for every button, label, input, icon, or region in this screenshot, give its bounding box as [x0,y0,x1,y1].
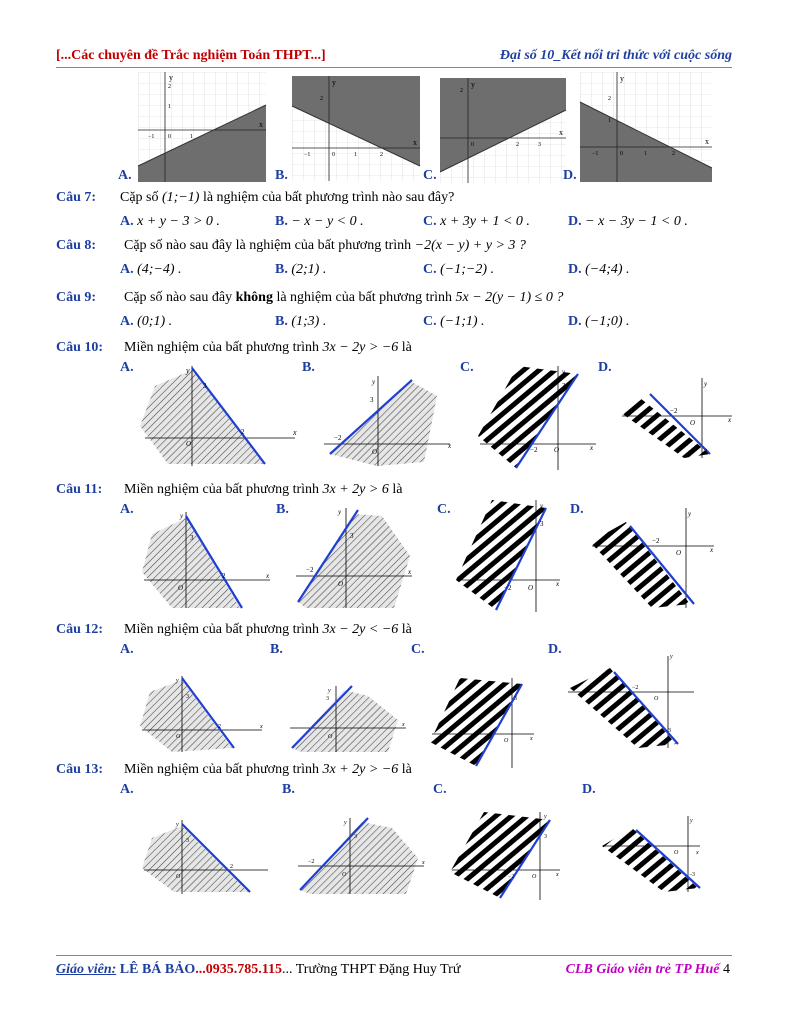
footer-role: Giáo viên: [56,962,117,977]
option-text: (0;1) . [137,314,173,329]
answer-option-b[interactable] [275,262,326,278]
answer-option-b[interactable]: B. [302,360,315,375]
axis-label-x: x [559,128,563,137]
answer-option-c[interactable]: C. [460,360,474,375]
tick-label: −2 [508,874,515,880]
question-text-post: là [401,622,412,637]
question-text [124,482,402,498]
tick-label: 1 [608,118,611,124]
answer-option-c[interactable] [423,262,494,278]
axis-label-x: x [402,722,405,728]
origin-label: O [504,738,509,744]
question-text [124,290,563,306]
question-text-post: là [392,482,403,497]
graph-q13-b [296,818,426,894]
top-graph-d [580,72,712,182]
tick-label: 0 [471,142,474,148]
tick-label: 3 [562,382,566,390]
tick-label: 1 [354,152,357,158]
axis-label-y: y [372,378,376,386]
graph-q11-d [590,508,716,608]
option-text: x + 3y + 1 < 0 . [440,214,530,229]
tick-label: −2 [530,446,538,454]
tick-label: −2 [480,738,487,744]
axis-label-y: y [562,368,566,376]
axis-label-y: y [688,510,692,518]
tick-label: 1 [168,104,171,110]
tick-label: 2 [380,152,383,158]
origin-label: O [342,872,347,878]
answer-option-a[interactable] [120,262,182,278]
question-expression: 3x + 2y > −6 [322,762,399,777]
tick-label: 3 [186,694,189,700]
axis-label-y: y [344,820,347,826]
option-label: C. [423,214,437,229]
question-number: Câu 7: [56,190,97,205]
option-text: (4;−4) . [137,262,182,277]
graph-q12-a [140,676,265,752]
tick-label: −2 [334,434,342,442]
tick-label: 2 [320,96,323,102]
footer-author [56,962,460,978]
option-text: (−1;1) . [440,314,485,329]
option-text: x + y − 3 > 0 . [137,214,220,229]
option-label: A. [120,262,134,277]
question-expression: −2(x − y) + y > 3 ? [414,238,526,253]
axis-label-y: y [544,814,547,820]
top-graph-b [292,76,420,181]
option-text: − x − y < 0 . [291,214,364,229]
graph-q11-c [456,500,564,612]
origin-label: O [338,580,344,588]
answer-option-b[interactable]: B. [276,502,289,517]
answer-option-a[interactable]: A. [120,502,134,517]
question-expression: 3x − 2y > −6 [322,340,399,355]
tick-label: 0 [620,151,623,157]
option-label: C. [423,314,437,329]
origin-label: O [554,446,560,454]
axis-label-y: y [332,78,336,87]
origin-label: O [528,584,534,592]
answer-option-c[interactable]: C. [411,642,425,657]
axis-label-x: x [696,850,699,856]
origin-label: O [178,584,184,592]
question-number: Câu 11: [56,482,103,497]
axis-label-y: y [180,512,184,520]
tick-label: −2 [308,859,315,865]
axis-label-x: x [530,736,533,742]
tick-label: 3 [203,382,207,390]
answer-option-c[interactable]: C. [437,502,451,517]
axis-label-x: x [590,444,594,452]
tick-label: 3 [538,142,541,148]
option-label: D. [568,262,582,277]
footer-phone: 0935.785.115 [205,962,282,977]
option-text: − x − 3y − 1 < 0 . [585,214,688,229]
tick-label: −2 [504,584,512,592]
tick-label: 3 [326,696,329,702]
tick-label: 2 [608,96,611,102]
axis-label-x: x [556,872,559,878]
tick-label: −1 [148,134,155,140]
option-label: D. [568,214,582,229]
graph-q10-c [478,366,598,470]
origin-label: O [674,850,679,856]
question-text-post: là [401,340,412,355]
axis-label-x: x [422,860,425,866]
page-number: 4 [723,962,730,977]
tick-label: 0 [168,134,171,140]
header-title: [...Các chuyên đề Trắc nghiệm Toán THPT...] [56,48,326,63]
answer-option-b[interactable]: B. [282,782,295,797]
question-text-pre: Cặp số nào sau đây là nghiệm của bất phương trình [124,238,412,253]
axis-label-y: y [690,818,693,824]
tick-label: 3 [350,532,354,540]
tick-label: 3 [354,834,357,840]
tick-label: 2 [168,84,171,90]
tick-label: 2 [230,864,233,870]
origin-label: O [654,696,659,702]
axis-label-x: x [556,580,560,588]
axis-label-x: x [408,568,412,576]
axis-label-x: x [293,428,297,437]
origin-label: O [372,448,378,456]
answer-option-d[interactable] [568,214,688,230]
tick-label: 3 [544,834,547,840]
origin-label: O [328,734,333,740]
answer-option-a[interactable] [120,214,220,230]
answer-option-d[interactable]: D. [570,502,584,517]
footer-club [566,962,730,978]
origin-label: O [176,734,181,740]
question-text-pre: Cặp số nào sau đây [124,290,233,305]
option-label: B. [275,262,288,277]
option-text: (−1;−2) . [440,262,495,277]
graph-q13-c [450,812,562,900]
question-number: Câu 13: [56,762,104,777]
tick-label: −1 [592,151,599,157]
question-text [124,238,526,254]
axis-label-y: y [670,654,673,660]
header-divider [56,67,732,68]
origin-label: O [176,874,181,880]
axis-label-y: y [704,380,708,388]
answer-option-b[interactable] [275,314,326,330]
question-text [124,340,412,356]
option-label: B. [275,214,288,229]
question-text [120,190,454,206]
option-text: (1;3) . [291,314,327,329]
axis-label-x: x [705,137,709,146]
tick-label: 2 [672,151,675,157]
tick-label: −1 [304,152,311,158]
option-label: B. [275,314,288,329]
axis-label-y: y [186,366,190,375]
axis-label-y: y [176,678,179,684]
question-expression: 3x + 2y > 6 [322,482,389,497]
origin-label: O [532,874,537,880]
graph-q11-b [294,508,414,608]
question-number: Câu 12: [56,622,104,637]
question-number: Câu 9: [56,290,97,305]
top-option-a[interactable]: A. [118,168,132,183]
question-text-pre: Miền nghiệm của bất phương trình [124,762,320,777]
question-text [124,762,412,778]
question-pair: (1;−1) [162,190,200,205]
answer-option-b[interactable] [275,214,364,230]
graph-q10-a [140,366,300,466]
footer-club-name: CLB Giáo viên trẻ TP Huế [565,962,720,977]
question-text-post: là [401,762,412,777]
question-emphasis: không [235,290,273,305]
graph-q10-b [322,376,452,466]
option-text: (−1;0) . [585,314,630,329]
option-text: (2;1) . [291,262,327,277]
axis-label-x: x [413,138,417,147]
option-label: A. [120,314,134,329]
graph-q11-a [142,512,274,608]
tick-label: 0 [332,152,335,158]
tick-label: 3 [704,448,708,456]
axis-label-y: y [540,502,544,510]
graph-q13-d [602,816,702,892]
tick-label: 3 [514,696,517,702]
question-text-pre: Cặp số [120,190,159,205]
question-number: Câu 8: [56,238,97,253]
tick-label: 2 [516,142,519,148]
top-option-d[interactable]: D. [563,168,577,183]
axis-label-y: y [176,822,179,828]
axis-label-x: x [710,546,714,554]
answer-option-c[interactable] [423,314,485,330]
axis-label-y: y [471,80,475,89]
tick-label: 1 [190,134,193,140]
question-text-post: là nghiệm của bất phương trình [276,290,453,305]
question-expression: 3x − 2y < −6 [322,622,399,637]
question-text-pre: Miền nghiệm của bất phương trình [124,340,320,355]
tick-label: 3 [370,396,374,404]
answer-option-d[interactable]: D. [598,360,612,375]
tick-label: 2 [241,428,245,436]
tick-label: −2 [670,407,678,415]
graph-q13-a [142,820,270,894]
answer-option-b[interactable]: B. [270,642,283,657]
question-expression: 5x − 2(y − 1) ≤ 0 ? [455,290,564,305]
answer-option-d[interactable] [568,314,630,330]
question-text-pre: Miền nghiệm của bất phương trình [124,622,320,637]
graph-q12-c [430,678,536,768]
tick-label: −2 [652,537,660,545]
option-text: (−4;4) . [585,262,630,277]
graph-q10-d [620,378,735,458]
footer-dots: ... [281,962,293,977]
footer-school: Trường THPT Đặng Huy Trứ [295,962,461,977]
top-option-b[interactable]: B. [275,168,288,183]
header-subtitle: Đại số 10_Kết nối tri thức với cuộc sống [499,48,732,63]
axis-label-x: x [728,416,732,424]
axis-label-y: y [169,73,173,82]
footer-name: LÊ BÁ BẢO [119,962,196,977]
option-label: D. [568,314,582,329]
axis-label-y: y [338,508,342,516]
top-graph-c [440,78,566,183]
graph-q12-b [288,686,408,752]
tick-label: 3 [190,534,194,542]
answer-option-a[interactable] [120,314,172,330]
answer-option-a[interactable]: A. [120,782,134,797]
axis-label-y: y [620,74,624,83]
footer-dots: ... [195,962,206,977]
tick-label: 2 [222,572,226,580]
option-label: C. [423,262,437,277]
tick-label: -3 [690,872,695,878]
answer-option-a[interactable]: A. [120,642,134,657]
answer-option-a[interactable]: A. [120,360,134,375]
answer-option-d[interactable] [568,262,630,278]
answer-option-c[interactable]: C. [433,782,447,797]
tick-label: 2 [218,724,221,730]
footer-divider [56,955,732,956]
question-text-pre: Miền nghiệm của bất phương trình [124,482,320,497]
axis-label-x: x [259,120,263,129]
top-graph-a [138,72,266,182]
graph-q12-d [566,652,696,748]
tick-label: 1 [644,151,647,157]
answer-option-d[interactable]: D. [548,642,562,657]
tick-label: −2 [306,566,314,574]
tick-label: 3 [186,838,189,844]
tick-label: 3 [540,520,544,528]
origin-label: O [676,549,682,557]
axis-label-y: y [328,688,331,694]
top-option-c[interactable]: C. [423,168,437,183]
axis-label-x: x [266,572,270,580]
axis-label-x: x [260,724,263,730]
tick-label: −2 [632,685,639,691]
option-label: A. [120,214,134,229]
tick-label: 2 [460,88,463,94]
origin-label: O [186,440,192,448]
axis-label-x: x [448,442,452,450]
origin-label: O [690,419,696,427]
answer-option-d[interactable]: D. [582,782,596,797]
question-text [124,622,412,638]
question-number: Câu 10: [56,340,104,355]
question-text-post: là nghiệm của bất phương trình nào sau đây? [202,190,455,205]
answer-option-c[interactable] [423,214,530,230]
tick-label: 3 [668,728,671,734]
